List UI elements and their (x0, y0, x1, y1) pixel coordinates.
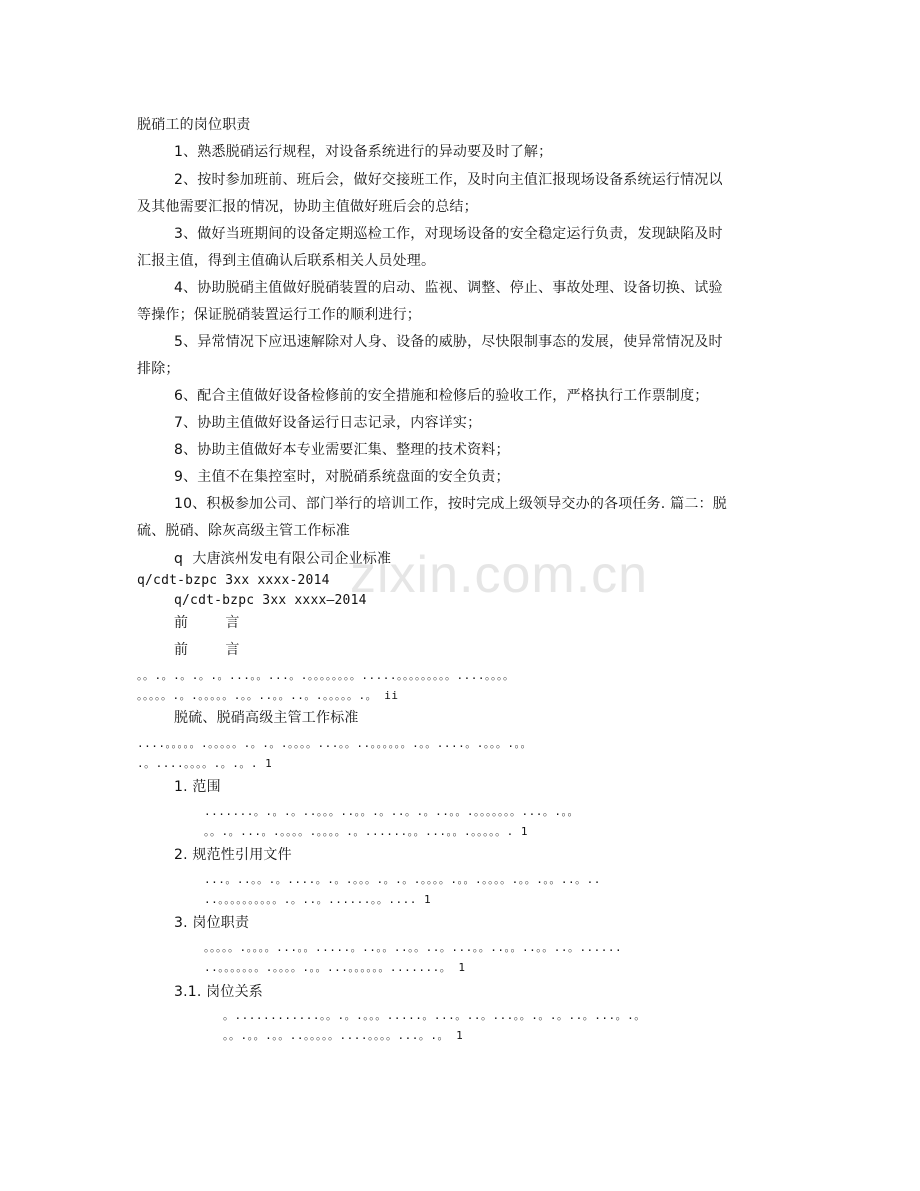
duty-10-line-2: 硫、脱硝、除灰高级主管工作标准 (137, 523, 350, 539)
watermark: zixin.com.cn (350, 546, 649, 604)
toc-section-1-dots-2: 。。.。...。.。。。。.。。。。.。......。。...。。.。。。。。. 1 (204, 825, 528, 838)
duty-10-line-1: 10、积极参加公司、部门举行的培训工作，按时完成上级领导交办的各项任务. 篇二：脱 (174, 496, 727, 512)
doc-title: 脱硝工的岗位职责 (137, 117, 251, 133)
company-standard-line: q 大唐滨州发电有限公司企业标准 (174, 551, 392, 567)
duty-9: 9、主值不在集控室时，对脱硝系统盘面的安全负责； (174, 469, 510, 485)
toc-section-3-1-title: 3.1. 岗位关系 (174, 984, 263, 1000)
duty-3-line-1: 3、做好当班期间的设备定期巡检工作，对现场设备的安全稳定运行负责，发现缺陷及时 (174, 226, 723, 242)
duty-4-line-1: 4、协助脱硝主值做好脱硝装置的启动、监视、调整、停止、事故处理、设备切换、试验 (174, 280, 723, 296)
toc-preface-dots-2: 。。。。。.。.。。。。。.。。..。。..。.。。。。。.。 ii (137, 689, 399, 702)
duty-6: 6、配合主值做好设备检修前的安全措施和检修后的验收工作，严格执行工作票制度； (174, 388, 709, 404)
preface-heading-1: 前 言 (174, 615, 240, 631)
duty-5-line-2: 排除； (137, 361, 180, 377)
duty-2-line-2: 及其他需要汇报的情况，协助主值做好班后会的总结； (137, 199, 478, 215)
duty-8: 8、协助主值做好本专业需要汇集、整理的技术资料； (174, 442, 510, 458)
toc-standard-title: 脱硫、脱硝高级主管工作标准 (174, 710, 359, 726)
duty-5-line-1: 5、异常情况下应迅速解除对人身、设备的威胁，尽快限制事态的发展，使异常情况及时 (174, 334, 723, 350)
duty-1: 1、熟悉脱硝运行规程，对设备系统进行的异动要及时了解； (174, 144, 553, 160)
standard-code-2: q/cdt-bzpc 3xx xxxx—2014 (174, 593, 367, 608)
duty-2-line-1: 2、按时参加班前、班后会，做好交接班工作，及时向主值汇报现场设备系统运行情况以 (174, 172, 723, 188)
duty-7: 7、协助主值做好设备运行日志记录，内容详实； (174, 415, 482, 431)
standard-code-1: q/cdt-bzpc 3xx xxxx-2014 (137, 573, 330, 588)
toc-standard-dots-1: ....。。。。。.。。。。。.。.。.。。。。...。。..。。。。。。.。。....。.。。。.。。 (137, 737, 532, 750)
toc-section-2-title: 2. 规范性引用文件 (174, 847, 292, 863)
toc-section-3-dots-1: 。。。。。.。。。。...。。.....。..。。..。。..。...。。..。。..。。..。...... (204, 941, 623, 954)
preface-heading-2: 前 言 (174, 642, 240, 658)
toc-section-2-dots-2: ..。。。。。。。。。。.。..。......。。.... 1 (204, 893, 432, 906)
toc-section-3-1-dots-2: 。。.。。.。。..。。。。。....。。。。...。.。 1 (223, 1029, 464, 1042)
toc-section-3-1-dots-1: 。............。。.。.。。。.....。...。..。...。。.。.。..。...。.。 (223, 1009, 646, 1022)
toc-section-1-dots-1: .......。.。.。..。。。..。。.。..。.。..。。.。。。。。。。...。.。。 (204, 805, 579, 818)
toc-section-3-title: 3. 岗位职责 (174, 915, 250, 931)
toc-section-1-title: 1. 范围 (174, 779, 221, 795)
toc-preface-dots-1: 。。.。.。.。.。...。。...。.。。。。。。。。.....。。。。。。。。。....。。。。 (137, 669, 515, 682)
toc-section-2-dots-1: ...。..。。.。....。.。.。。。.。.。.。。。。.。。.。。。。.。。.。。..。.. (204, 873, 601, 886)
duty-3-line-2: 汇报主值，得到主值确认后联系相关人员处理。 (137, 253, 436, 269)
toc-section-3-dots-2: ..。。。。。。。.。。。。.。。...。。。。。。.......。 1 (204, 961, 466, 974)
toc-standard-dots-2: .。....。。。。.。.。. 1 (137, 757, 273, 770)
duty-4-line-2: 等操作；保证脱硝装置运行工作的顺利进行； (137, 307, 421, 323)
